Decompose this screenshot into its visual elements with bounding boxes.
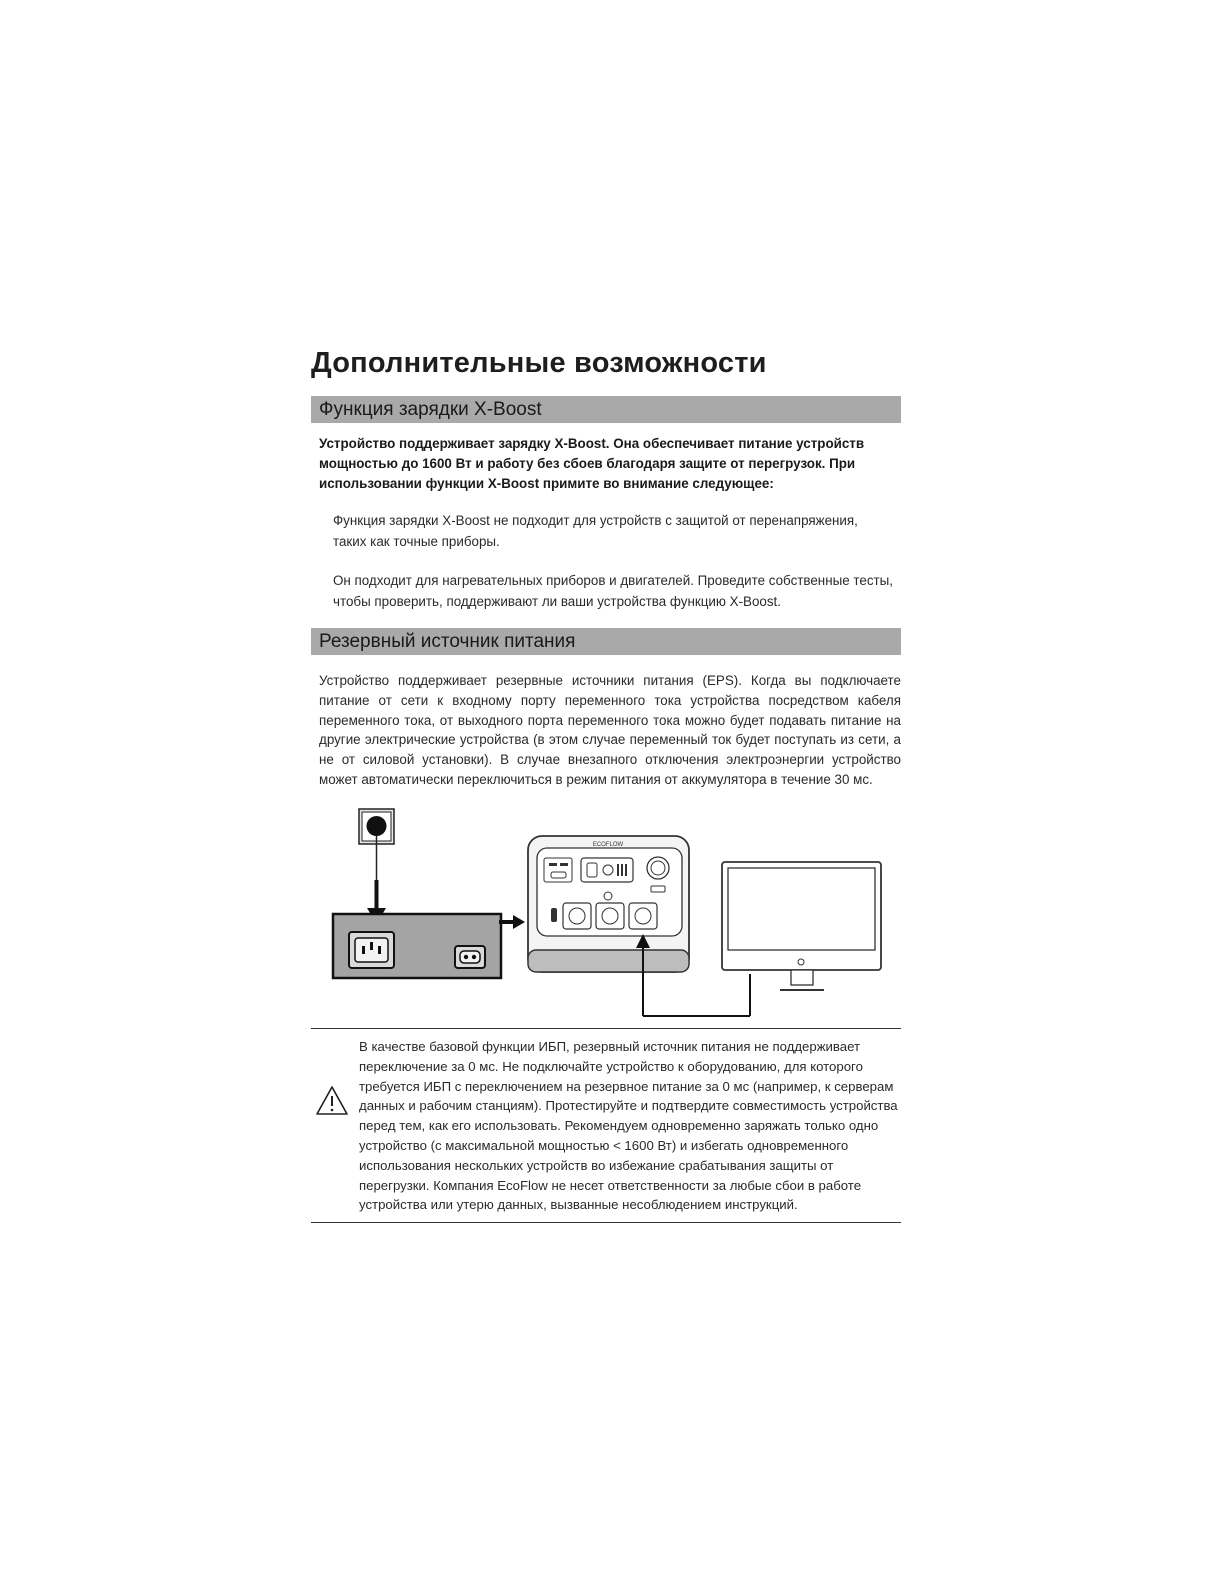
xboost-note-1: Функция зарядки X-Boost не подходит для устройств с защитой от перенапряжения, таких как точные приборы.: [333, 513, 858, 549]
eps-connection-diagram: [311, 800, 901, 1025]
xboost-section-heading: Функция зарядки X-Boost: [311, 396, 901, 423]
wall-socket-icon: [359, 809, 394, 880]
page-title: Дополнительные возможности: [311, 347, 767, 379]
warning-notice: [311, 1028, 901, 1223]
page-content: [311, 340, 901, 790]
device-back-panel: [333, 914, 501, 978]
power-station-icon: [528, 836, 689, 972]
eps-section-heading: Резервный источник питания: [311, 628, 901, 655]
right-arrow-icon: [499, 915, 525, 929]
warning-text: В качестве базовой функции ИБП, резервный источник питания не поддерживает переключение за 0 мс. Не подключайте устройство к оборудованию, для которого требуется ИБП с переключением на резервное питание за 0 мс (например, к серверам данных и рабочим станциям). Протестируйте и подтвердите совместимость устройства перед тем, как его использовать. Рекомендуем одновременно заряжать только одно устройство (с максимальной мощностью < 1600 Вт) и избегать одновременного использования нескольких устройств во избежание срабатывания защиты от перегрузки. Компания EcoFlow не несет ответственности за любые сбои в работе устройства или утерю данных, вызванные несоблюдением инструкций.: [359, 1039, 898, 1213]
xboost-intro: Устройство поддерживает зарядку X-Boost. Она обеспечивает питание устройств мощностью до 1600 Вт и работу без сбоев благодаря защите от перегрузок. При использовании функции X-Boost примите во внимание следующее:: [319, 436, 865, 491]
brand-label: ECOFLOW: [592, 842, 624, 848]
monitor-icon: [722, 862, 881, 990]
xboost-note-2: Он подходит для нагревательных приборов и двигателей. Проведите собственные тесты, чтобы проверить, поддерживают ли ваши устройства функцию X-Boost.: [333, 573, 893, 609]
eps-description: Устройство поддерживает резервные источники питания (EPS). Когда вы подключаете питание от сети к входному порту переменного тока устройства посредством кабеля переменного тока, от выходного порта переменного тока можно будет подавать питание на другие электрические устройства (в этом случае переменный ток будет поступать из сети, а не от силовой установки). В случае внезапного отключения электроэнергии устройство может автоматически переключиться в режим питания от аккумулятора в течение 30 мс.: [319, 673, 901, 787]
warning-triangle-icon: [315, 1085, 349, 1117]
